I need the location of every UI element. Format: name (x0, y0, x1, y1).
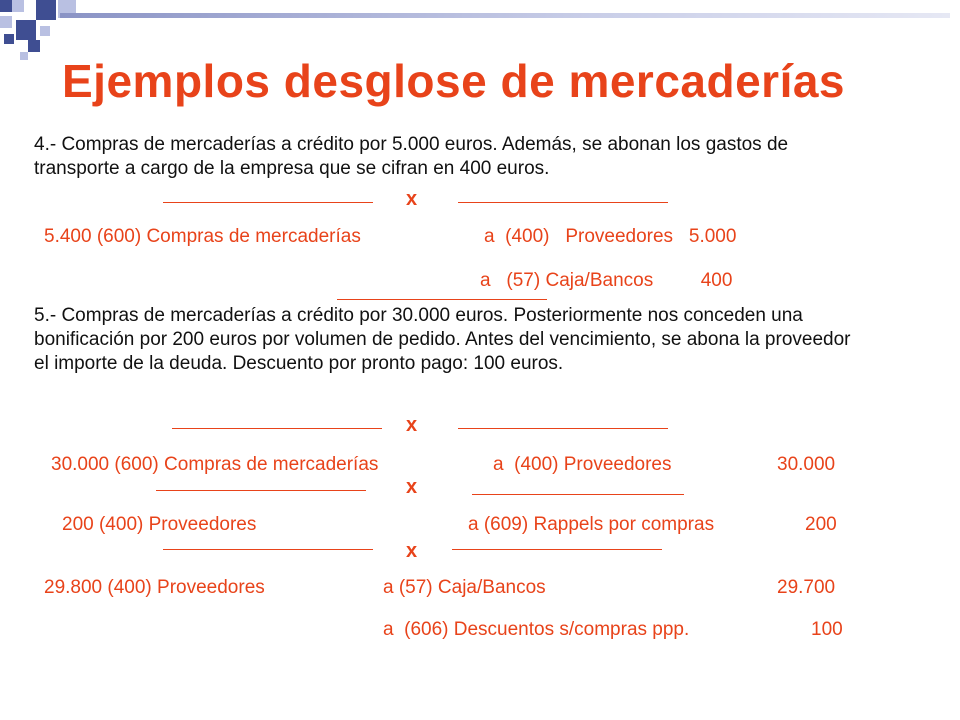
deco-square (28, 40, 40, 52)
entry-separator-x: x (406, 476, 418, 498)
entry-4-debit: 5.400 (600) Compras de mercaderías (44, 226, 361, 247)
t-account-rule (156, 490, 366, 491)
example-5-statement: 5.- Compras de mercaderías a crédito por 30.000 euros. Posteriormente nos conceden una bonificación por 200 euros por volumen de pedido. Antes del vencimiento, se abona la proveedor el importe de la deuda. Descuento por pronto pago: 100 euros. (34, 305, 851, 374)
t-account-rule (172, 428, 382, 429)
entry-5a-credit: a (400) Proveedores (493, 454, 672, 475)
deco-square (36, 0, 56, 20)
t-account-rule (472, 494, 684, 495)
entry-separator-x: x (406, 188, 418, 210)
header-rule (60, 13, 950, 18)
entry-separator-x: x (406, 414, 418, 436)
entry-4-credit-1: a (400) Proveedores 5.000 (484, 226, 737, 247)
entry-5b-debit: 200 (400) Proveedores (62, 514, 257, 535)
t-account-rule (163, 549, 373, 550)
t-account-rule (458, 428, 668, 429)
entry-4-credit-2: a (57) Caja/Bancos 400 (480, 270, 733, 291)
deco-square (16, 20, 36, 40)
deco-square (12, 0, 24, 12)
entry-5c-debit: 29.800 (400) Proveedores (44, 577, 265, 598)
deco-square (20, 52, 28, 60)
t-account-rule (452, 549, 662, 550)
t-account-rule (163, 202, 373, 203)
deco-square (4, 34, 14, 44)
entry-5c-amount-2: 100 (811, 619, 843, 640)
entry-5b-credit: a (609) Rappels por compras (468, 514, 715, 535)
example-4-statement: 4.- Compras de mercaderías a crédito por 5.000 euros. Además, se abonan los gastos de transporte a cargo de la empresa que se cifran en 400 euros. (34, 134, 789, 179)
deco-square (0, 16, 12, 28)
entry-5a-debit: 30.000 (600) Compras de mercaderías (51, 454, 379, 475)
entry-5a-amount: 30.000 (777, 454, 836, 475)
t-account-rule (458, 202, 668, 203)
entry-separator-x: x (406, 540, 418, 562)
entry-5c-credit-2: a (606) Descuentos s/compras ppp. (383, 619, 690, 640)
deco-square (40, 26, 50, 36)
deco-square (0, 0, 12, 12)
t-account-rule (337, 299, 547, 300)
entry-5c-credit-1: a (57) Caja/Bancos (383, 577, 546, 598)
entry-5b-amount: 200 (805, 514, 837, 535)
entry-5c-amount-1: 29.700 (777, 577, 836, 598)
slide-title: Ejemplos desglose de mercaderías (62, 55, 846, 107)
